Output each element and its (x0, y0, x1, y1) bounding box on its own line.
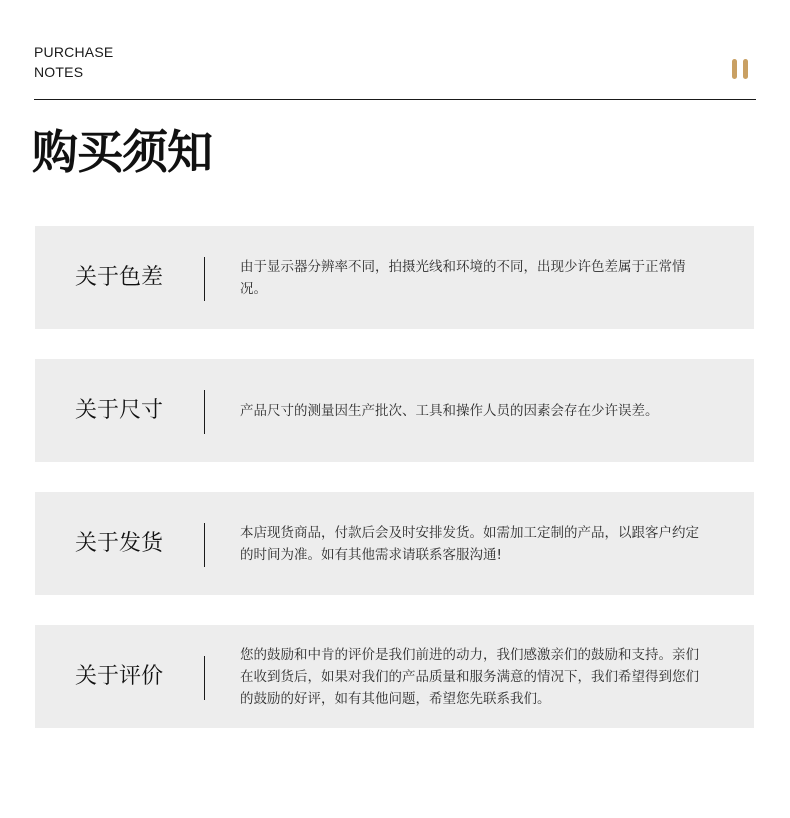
pause-icon[interactable] (732, 59, 748, 79)
subtitle-line-1: PURCHASE (34, 44, 114, 60)
note-label: 关于色差 (75, 265, 164, 290)
page-title: 购买须知 (32, 125, 212, 179)
note-label: 关于尺寸 (75, 398, 164, 423)
note-divider (204, 390, 205, 434)
pause-bar-right (743, 59, 748, 79)
note-card-size (35, 359, 754, 462)
note-body (240, 625, 710, 728)
note-divider (204, 523, 205, 567)
note-text: 产品尺寸的测量因生产批次、工具和操作人员的因素会存在少许误差。 (240, 402, 659, 419)
note-card-shipping (35, 492, 754, 595)
note-text: 由于显示器分辨率不同，拍摄光线和环境的不同，出现少许色差属于正常情况。 (240, 258, 686, 297)
note-body (240, 359, 710, 462)
header (34, 42, 756, 100)
note-card-color-difference (35, 226, 754, 329)
note-body (240, 226, 710, 329)
note-label: 关于评价 (75, 664, 164, 689)
pause-bar-left (732, 59, 737, 79)
note-card-review (35, 625, 754, 728)
subtitle-line-2: NOTES (34, 64, 84, 80)
note-body (240, 492, 710, 595)
note-divider (204, 257, 205, 301)
note-label: 关于发货 (75, 531, 164, 556)
note-text: 本店现货商品，付款后会及时安排发货。如需加工定制的产品，以跟客户约定的时间为准。如有其他需求请联系客服沟通! (240, 524, 699, 563)
note-text: 您的鼓励和中肯的评价是我们前进的动力，我们感激亲们的鼓励和支持。亲们在收到货后，如果对我们的产品质量和服务满意的情况下，我们希望得到您们的鼓励的好评，如有其他问题，希望您先联系我们。 (240, 646, 699, 707)
page-subtitle (34, 42, 756, 82)
header-divider (34, 99, 756, 100)
note-divider (204, 656, 205, 700)
